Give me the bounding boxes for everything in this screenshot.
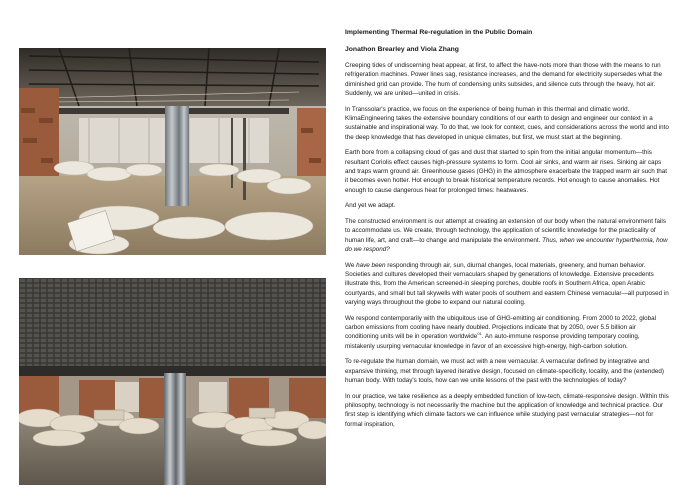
paragraph-6-emphasis: have been — [356, 261, 386, 269]
installation-photo-top — [19, 48, 326, 255]
paragraph-7 — [345, 314, 671, 351]
paragraph-3: Earth bore from a collapsing cloud of gas and dust that started to spin from the initial angular momentum—this resultant Coriolis effect causes high-pressure systems to form. Cool air sinks, and warm air rises. Sinking air caps and traps warm ground air. Greenhouse gases (GHG) in the atmosphere exacerbate the trapped warm air such that it becomes even hotter. Hot enough to break historical temperature records. Hot enough to cause anomalies. Hot enough to cause dangerous heat for prolonged times: heatwaves. — [345, 149, 668, 194]
paragraph-6 — [345, 261, 671, 308]
paragraph-5-text: The constructed environment is our attempt at creating an extension of our body when the natural environment fails to accommodate us. We create, through technology, the application of scientific knowledge for the practicality of human life, art, and craft—to change and manipulate the environment. — [345, 218, 666, 244]
paragraph-8: To re-regulate the human domain, we must act with a new vernacular. A vernacular defined by integrative and expansive thinking, met through layered iterative design, focused on climate-specificity, locality, and the (extended) human body. With today's tools, how can we unite lessons of the past with the technologies of today? — [345, 358, 664, 385]
paragraph-1: Creeping tides of undiscerning heat appear, at first, to affect the have-nots more than those with the means to run refrigeration machines. Power lines sag, resistance increases, and the demand for electricity supersedes what the diminished grid can provide. The hum of condensing units subsides, and silence cuts through the heavy, hot air. Suddenly, we are united—united in crisis. — [345, 62, 663, 98]
paragraph-5 — [345, 217, 671, 254]
paragraph-6-start: We — [345, 261, 357, 269]
paragraph-5-question: Thus, when we encounter hyperthermia, how do we respond? — [345, 236, 668, 254]
paragraph-7-rest: . An auto-immune response providing temporary cooling, mistakenly usurping vernacular knowledge in favor of an excessive high-energy, high-carbon solution. — [345, 333, 640, 350]
paragraph-7-start: We respond contemporarily with the ubiquitous use of GHG-emitting air conditioning. From 2000 to 2022, global carbon emissions from cooling have nearly doubled. Projections indicate that by 2050, over 5.5 billion air conditioning units will be in operation worldwide — [345, 314, 657, 341]
paragraph-9: In our practice, we take resilience as a deeply embedded function of low-tech, climate-responsive design. Within this philosophy, technology is not necessarily the machine but the application of knowledge and technical practice. Our first step is identifying which climate factors we can influence while studying past vernacular strategies—not for formal inspiration, — [345, 392, 669, 428]
installation-photo-bottom-image — [19, 278, 326, 485]
paragraph-2: In Transsolar's practice, we focus on the experience of being human in this thermal and climatic world. KlimaEngineering takes the extensive boundary conditions of our earth to design and engineer our context in a sustainable and inspirational way. To do that, we look for context, cues, and considerations across the world and into the deep knowledge that has developed in unique climates, but first, we must start at the beginning. — [345, 105, 669, 141]
paragraph-6-rest: responding through air, sun, diurnal changes, local materials, greenery, and human behavior. Societies and cultures developed their vernaculars shaped by generations of knowledge. Extensive precedents illustrate this, from the American screened-in sleeping porches, double roofs in Southern Africa, open Arabic courtyards, and small but tall skywells with water pools of southern and eastern Chinese vernacular—all purposed in varying ways throughout the globe to expand our natural cooling. — [345, 261, 669, 307]
article-authors: Jonathon Brearley and Viola Zhang — [345, 46, 459, 53]
paragraph-4: And yet we adapt. — [345, 202, 396, 210]
installation-photo-top-image — [19, 48, 326, 255]
article-body — [345, 28, 671, 435]
footnote-ref[interactable]: 01 — [477, 331, 482, 337]
article-title: Implementing Thermal Re-regulation in the Public Domain — [345, 29, 533, 36]
installation-photo-bottom — [19, 278, 326, 485]
